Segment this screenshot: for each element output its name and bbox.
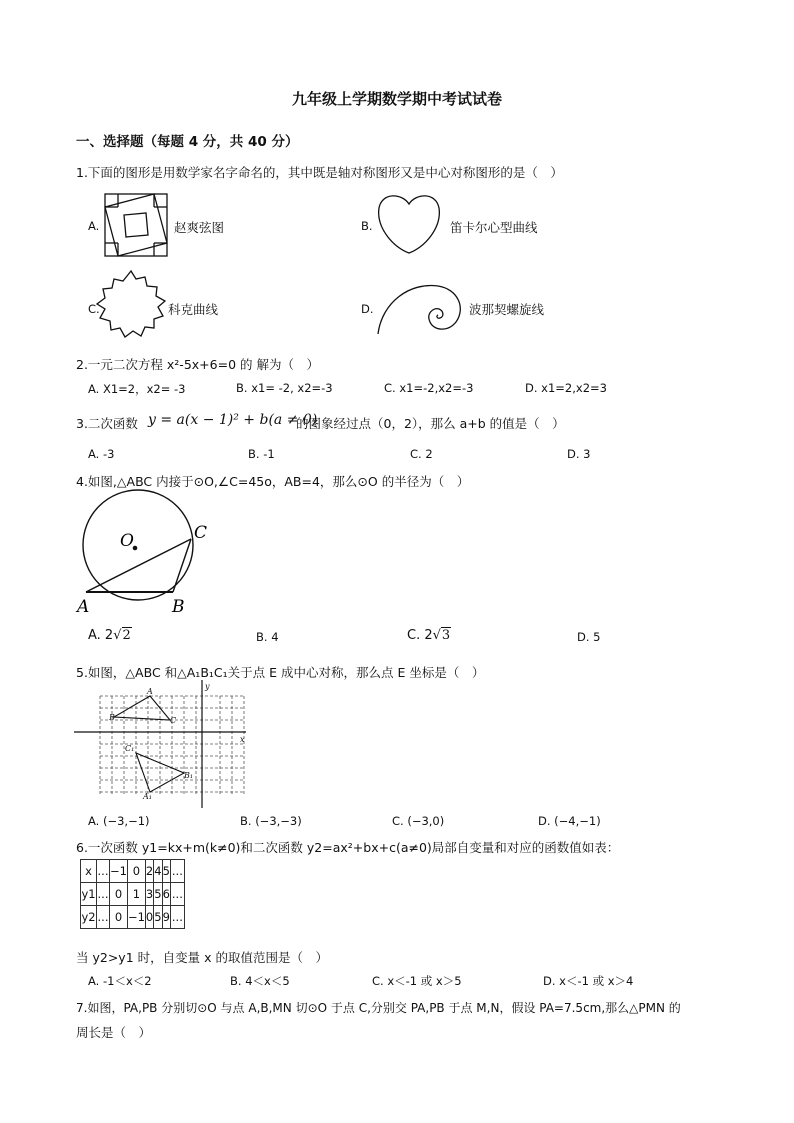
q4-option-c [407, 628, 451, 643]
circle-abc-figure [70, 490, 220, 620]
page-title: 九年级上学期数学期中考试试卷 [291, 90, 502, 108]
table-row [81, 906, 185, 929]
q6-option-b: B. 4＜x＜5 [230, 974, 290, 988]
q7-stem-line2: 周长是（ ） [76, 1025, 152, 1040]
table-row [81, 860, 185, 883]
q6-condition: 当 y2>y1 时，自变量 x 的取值范围是（ ） [76, 950, 328, 965]
cardioid-curve [376, 190, 442, 256]
q1-c-caption: 科克曲线 [168, 302, 219, 317]
q4-c-radicand: 3 [441, 628, 451, 643]
sqrt-symbol: √2 [113, 628, 131, 643]
table-cell: 6 [162, 883, 170, 906]
q2-option-c: C. x1=-2,x2=-3 [384, 381, 474, 395]
table-cell: 0 [127, 860, 145, 883]
fig-label-c1: C₁ [125, 744, 135, 753]
q1-d-caption: 波那契螺旋线 [469, 302, 545, 317]
q4-c-pre: C. 2 [407, 628, 433, 643]
q2-stem: 2.一元二次方程 x²-5x+6=0 的 解为（ ） [76, 357, 319, 372]
koch-curve [95, 270, 167, 340]
q1-b-caption: 笛卡尔心型曲线 [450, 220, 538, 235]
table-cell: y1 [81, 883, 97, 906]
table-cell: x [81, 860, 97, 883]
q1-stem: 1.下面的图形是用数学家名字命名的，其中既是轴对称图形又是中心对称图形的是（ ） [76, 165, 563, 180]
table-cell: 5 [154, 906, 162, 929]
q3-option-d: D. 3 [567, 447, 591, 461]
table-cell: ... [170, 883, 184, 906]
q6-option-c: C. x＜-1 或 x＞5 [372, 974, 462, 988]
q1-b-letter: B. [361, 219, 373, 233]
q1-a-letter: A. [88, 219, 100, 233]
q5-option-d: D. (−4,−1) [538, 814, 601, 828]
table-cell: 1 [127, 883, 145, 906]
q5-option-a: A. (−3,−1) [88, 814, 150, 828]
q2-option-d: D. x1=2,x2=3 [525, 381, 607, 395]
q4-stem: 4.如图,△ABC 内接于⊙O,∠C=45o，AB=4，那么⊙O 的半径为（ ） [76, 474, 470, 489]
fig-axis-y: y [205, 682, 210, 691]
fig-label-b1: B₁ [184, 771, 194, 780]
table-cell: ... [170, 860, 184, 883]
table-cell: ... [170, 906, 184, 929]
zhao-shuang-diagram [104, 193, 168, 257]
q5-option-c: C. (−3,0) [392, 814, 445, 828]
table-cell: 3 [145, 883, 153, 906]
table-cell: 0 [145, 906, 153, 929]
section-heading: 一、选择题（每题 4 分，共 40 分） [76, 134, 299, 150]
table-cell: −1 [110, 860, 128, 883]
q3-option-b: B. -1 [248, 447, 275, 461]
fig-label-c: C [194, 523, 208, 543]
q3-stem-pre: 3.二次函数 [76, 416, 138, 431]
fig-label-a: A [77, 597, 90, 617]
value-table [80, 859, 185, 929]
q2-option-a: A. X1=2，x2= -3 [88, 382, 186, 396]
fig-label-o: O [120, 531, 134, 551]
table-cell: 4 [154, 860, 162, 883]
fig-label-c: C [170, 716, 177, 725]
q5-option-b: B. (−3,−3) [240, 814, 302, 828]
table-cell: ... [97, 906, 110, 929]
q6-option-d: D. x＜-1 或 x＞4 [543, 974, 634, 988]
q4-a-pre: A. 2 [88, 628, 114, 643]
table-cell: 5 [154, 883, 162, 906]
fibonacci-spiral [376, 276, 466, 340]
q4-a-radicand: 2 [122, 628, 131, 643]
sqrt-symbol: √3 [432, 628, 451, 643]
q3-formula: y = a(x − 1)² + b(a ≠ 0) [148, 412, 318, 428]
table-cell: y2 [81, 906, 97, 929]
table-cell: 2 [145, 860, 153, 883]
fig-label-b: B [172, 597, 185, 617]
q7-stem-line1: 7.如图，PA,PB 分别切⊙O 与点 A,B,MN 切⊙O 于点 C,分别交 PA,PB 于点 M,N，假设 PA=7.5cm,那么△PMN 的 [76, 1001, 681, 1015]
q4-option-d: D. 5 [577, 630, 601, 644]
fig-label-b: B [109, 713, 115, 722]
q5-stem: 5.如图，△ABC 和△A₁B₁C₁关于点 E 成中心对称，那么点 E 坐标是（ ） [76, 665, 485, 680]
q1-c-letter: C. [88, 302, 100, 316]
table-cell: ... [97, 860, 110, 883]
fig-label-a1: A₁ [143, 792, 152, 801]
coordinate-grid-figure [74, 680, 254, 810]
table-cell: 0 [110, 883, 128, 906]
q4-option-a [88, 628, 132, 643]
table-row [81, 883, 185, 906]
q6-option-a: A. -1＜x＜2 [88, 974, 152, 988]
q4-option-b: B. 4 [256, 630, 279, 644]
table-cell: 0 [110, 906, 128, 929]
q3-option-a: A. -3 [88, 447, 115, 461]
fig-axis-x: x [240, 735, 245, 744]
q3-option-c: C. 2 [410, 447, 433, 461]
q2-option-b: B. x1= -2, x2=-3 [236, 381, 333, 395]
q1-d-letter: D. [361, 302, 374, 316]
q6-stem: 6.一次函数 y1=kx+m(k≠0)和二次函数 y2=ax²+bx+c(a≠0)局部自变量和对应的函数值如表： [76, 840, 620, 855]
fig-label-a: A [147, 687, 153, 696]
q3-stem-post: 的图象经过点（0，2），那么 a+b 的值是（ ） [296, 416, 565, 431]
table-cell: 9 [162, 906, 170, 929]
q1-a-caption: 赵爽弦图 [174, 220, 225, 235]
table-cell: 5 [162, 860, 170, 883]
table-cell: −1 [127, 906, 145, 929]
table-cell: ... [97, 883, 110, 906]
